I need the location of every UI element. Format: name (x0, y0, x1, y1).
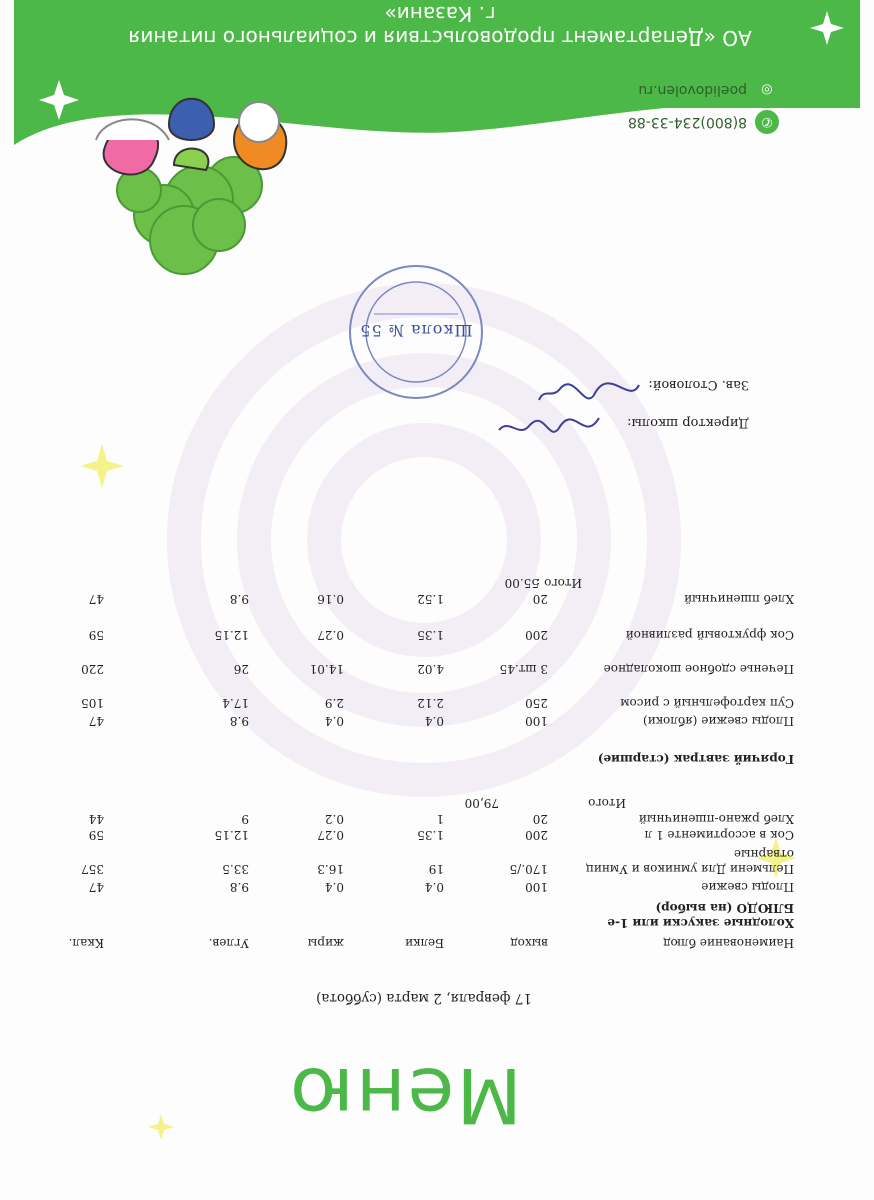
dish-kcal: 357 (81, 862, 104, 876)
dish-fat: 0.4 (324, 714, 344, 728)
total-label: Итого : (536, 576, 582, 590)
dish-carbs: 9.8 (229, 592, 249, 606)
table-row (74, 826, 794, 842)
dish-protein: 1.35 (417, 828, 444, 842)
section-heading (74, 734, 794, 766)
table-row (74, 878, 794, 894)
dish-kcal: 220 (81, 662, 104, 676)
sparkle-icon (39, 80, 79, 120)
dish-kcal: 47 (88, 880, 104, 894)
section-total (74, 794, 794, 810)
phone-number: 8(800)234-33-88 (627, 114, 747, 130)
blue-character (169, 99, 214, 170)
total-value: 79,00 (464, 796, 499, 810)
table-row (74, 810, 794, 826)
dish-carbs: 9 (241, 812, 249, 826)
table-row (74, 644, 794, 676)
sparkle-icon (80, 444, 124, 488)
broccoli-bush (117, 157, 262, 274)
total-value: 55.00 (504, 576, 539, 590)
dish-protein: 1.35 (417, 628, 444, 642)
director-signature-label: Директор школы: (627, 415, 749, 430)
organization-name: АО «Департамент продовольствия и социального питания г. Казани» (128, 2, 752, 50)
dish-carbs: 33.5 (222, 862, 249, 876)
website-contact[interactable] (638, 78, 779, 102)
dish-name: Хлеб ржано-пшеничный (638, 812, 794, 826)
website-url: poelidovolen.ru (638, 82, 747, 98)
dish-output: 250 (525, 696, 548, 710)
dish-kcal: 59 (88, 628, 104, 642)
pink-character (96, 119, 169, 174)
dish-protein: 1.52 (417, 592, 444, 606)
dish-kcal: 44 (88, 812, 104, 826)
dish-output: 3 шт.45 (499, 662, 548, 676)
dish-name: Суп картофельный с рисом (620, 696, 794, 710)
sparkle-icon (148, 1114, 174, 1140)
section-heading (74, 898, 794, 930)
phone-icon: ✆ (755, 110, 779, 134)
dish-protein: 0.4 (424, 714, 444, 728)
stamp-text: Школа № 55 (359, 321, 473, 340)
dish-name: Пельмени Для умников и Умниц отварные (586, 847, 794, 876)
col-fat-header: жиры (307, 936, 344, 950)
canteen-signature (534, 360, 644, 410)
dish-fat: 0.16 (317, 592, 344, 606)
col-name-header: Наименование блюд (663, 936, 794, 950)
dish-fat: 14.01 (309, 662, 344, 676)
col-carbs-header: Углев. (208, 936, 249, 950)
section-title: Холодные закуски или 1-е БЛЮДО (на выбор) (607, 901, 794, 930)
dish-kcal: 105 (81, 696, 104, 710)
dish-fat: 0.27 (317, 628, 344, 642)
col-output-header: выход (510, 936, 548, 950)
globe-icon: ◎ (755, 78, 779, 102)
canteen-signature-label: Зав. Столовой: (648, 377, 749, 392)
dish-kcal: 59 (88, 828, 104, 842)
col-kcal-header: Ккал. (68, 936, 104, 950)
menu-title: Меню (288, 1051, 522, 1140)
dish-kcal: 47 (88, 714, 104, 728)
dish-output: 100 (525, 880, 548, 894)
dish-output: 170./5 (509, 862, 548, 876)
dish-output: 20 (532, 812, 548, 826)
dish-output: 20 (532, 592, 548, 606)
dish-fat: 2.9 (324, 696, 344, 710)
dish-protein: 2.12 (417, 696, 444, 710)
dish-protein: 0.4 (424, 880, 444, 894)
dish-fat: 0.2 (324, 812, 344, 826)
dish-output: 100 (525, 714, 548, 728)
dish-name: Плоды свежие (701, 880, 794, 894)
sparkle-icon (810, 11, 844, 45)
dish-output: 200 (525, 628, 548, 642)
dish-carbs: 12.15 (214, 828, 249, 842)
dish-fat: 16.3 (317, 862, 344, 876)
dish-carbs: 26 (233, 662, 249, 676)
dish-name: Сок фруктовый разливной (625, 628, 794, 642)
dish-protein: 4.02 (417, 662, 444, 676)
dish-carbs: 17.4 (222, 696, 249, 710)
dish-carbs: 9.8 (229, 880, 249, 894)
total-label: Итого (588, 796, 626, 810)
dish-protein: 1 (436, 812, 444, 826)
section-total (74, 574, 794, 590)
column-headers (68, 934, 794, 950)
table-row (74, 712, 794, 728)
dish-kcal: 47 (88, 592, 104, 606)
col-protein-header: Белки (404, 936, 444, 950)
dish-name: Плоды свежие (яблоки) (642, 714, 794, 728)
dish-carbs: 12.15 (214, 628, 249, 642)
menu-date: 17 февраля, 2 марта (суббота) (316, 990, 532, 1006)
table-row (74, 590, 794, 606)
dish-fat: 0.4 (324, 880, 344, 894)
table-row (74, 610, 794, 642)
dish-name: Печенье сдобное шоколадное (603, 662, 794, 676)
dish-protein: 19 (428, 862, 444, 876)
dish-output: 200 (525, 828, 548, 842)
dish-name: Сок в ассортименте 1 л (644, 828, 794, 842)
phone-contact[interactable] (628, 110, 779, 134)
table-row (74, 678, 794, 710)
dish-name: Хлеб пшеничный (683, 592, 794, 606)
dish-carbs: 9.8 (229, 714, 249, 728)
dish-fat: 0.27 (317, 828, 344, 842)
section-title: Горячий завтрак (старшие) (597, 752, 794, 766)
table-row (74, 844, 794, 876)
